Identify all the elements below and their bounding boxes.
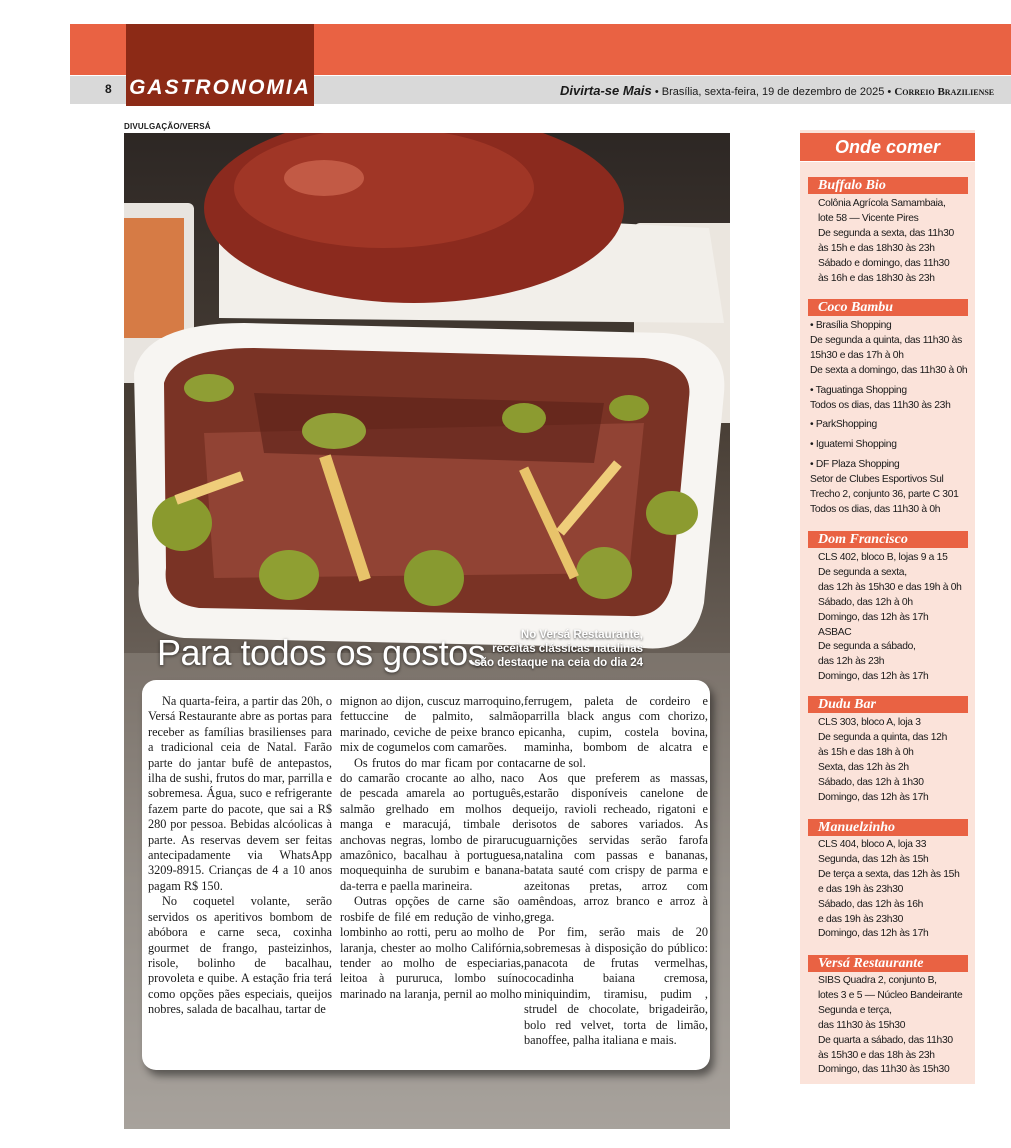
detail-line: SIBS Quadra 2, conjunto B,: [818, 975, 937, 986]
olive: [152, 495, 212, 551]
detail-line: e das 19h às 23h30: [818, 913, 904, 925]
restaurant-name: Versá Restaurante: [808, 955, 968, 972]
restaurant-details: [818, 551, 973, 685]
detail-line: • Taguatinga Shopping: [810, 384, 907, 396]
restaurant-name: Dom Francisco: [808, 531, 968, 548]
detail-line: Todos os dias, das 11h30 à 0h: [810, 503, 941, 515]
detail-line: e das 19h às 23h30: [818, 883, 904, 895]
paragraph: ferrugem, paleta de cordeiro e parrilla black angus com chorizo, picanha, cupim, costela bovina, maminha, bombom de alcatra e carne de sol.: [524, 694, 708, 770]
restaurant-name: Dudu Bar: [808, 696, 968, 713]
restaurant-name: Buffalo Bio: [808, 177, 968, 194]
detail-line: Domingo, das 12h às 17h: [818, 671, 929, 683]
separator-dot: •: [654, 86, 662, 98]
detail-line: De quarta a sábado, das 11h30: [818, 1034, 953, 1046]
detail-line: De segunda a sexta,: [818, 566, 907, 578]
paragraph: Por fim, serão mais de 20 sobremesas à disposição do público: panacota de frutas vermelhas, cocadinha baiana cremosa, miniquindim, tiramisu, pudim , strudel de chocolate, brigadeirão, bolo red velvet, torta de limão, banoffee, palha italiana e mais.: [524, 925, 708, 1047]
paragraph: Outras opções de carne são o rosbife de filé em redução de vinho, lombinho ao rotti, peru ao molho de laranja, chester ao molho Califórnia, tender ao molho de especiarias, leitoa à pururuca, lombo suíno marinado na laranja, pernil ao molho: [340, 894, 524, 1001]
restaurant-details: [818, 974, 973, 1078]
olive: [609, 395, 649, 421]
paragraph: Os frutos do mar ficam por conta do camarão crocante ao alho, naco de pescada amarela ao português, salmão grelhado em molhos de manga e maracujá, timbale de anchovas negras, lombo de pirarucu amazônico, bacalhau à portuguesa, moquequinha de surubim e banana-da-terra e paella marineira.: [340, 755, 524, 893]
detail-line: Trecho 2, conjunto 36, parte C 301: [810, 489, 959, 501]
date-text: Brasília, sexta-feira, 19 de dezembro de 2025: [661, 86, 885, 98]
detail-line: lotes 3 e 5 — Núcleo Bandeirante: [818, 989, 963, 1001]
restaurant-details: [810, 319, 968, 518]
detail-line: Todos os dias, das 11h30 às 23h: [810, 399, 951, 411]
detail-line: Setor de Clubes Esportivos Sul: [810, 474, 944, 486]
detail-line: às 16h e das 18h30 às 23h: [818, 272, 935, 284]
detail-line: Sábado, das 12h à 1h30: [818, 776, 924, 788]
detail-line: • DF Plaza Shopping: [810, 459, 900, 471]
detail-line: Domingo, das 12h às 17h: [818, 791, 929, 803]
paragraph: No coquetel volante, serão servidos os aperitivos bombom de abóbora e carne seca, coxinha gourmet de frango, pasteizinhos, risole, bolinho de bacalhau, provoleta e quibe. A estação fria terá como opções pães especiais, queijos nobres, salada de bacalhau, tartar de: [148, 894, 332, 1017]
detail-line: Domingo, das 11h30 às 15h30: [818, 1064, 950, 1076]
sidebar-title: Onde comer: [800, 133, 975, 162]
detail-line: Sábado, das 12h à 0h: [818, 596, 913, 608]
olive: [404, 550, 464, 606]
detail-line: CLS 402, bloco B, lojas 9 a 15: [818, 552, 948, 563]
paragraph: Na quarta-feira, a partir das 20h, o Versá Restaurante abre as portas para receber as famílias brasilienses para a tradicional ceia de Natal. Farão parte do jantar bufê de antepastos, ilha de sushi, frutos do mar, parrilla e sobremesa. Água, suco e refrigerante fazem parte do pacote, que sai a R$ 280 por pessoa. Bebidas alcóolicas à parte. As reservas devem ser feitas antecipadamente via WhatsApp 3209-8915. Crianças de 4 a 10 anos pagam R$ 150.: [148, 694, 332, 893]
paragraph: mignon ao dijon, cuscuz marroquino, fettuccine de palmito, salmão marinado, ceviche de peixe branco e mix de cogumelos com camarões.: [340, 694, 524, 755]
detail-line: Segunda e terça,: [818, 1004, 892, 1016]
detail-line: das 11h30 às 15h30: [818, 1019, 906, 1031]
roast-shine: [284, 160, 364, 196]
detail-line: Domingo, das 12h às 17h: [818, 611, 929, 623]
detail-line: • ParkShopping: [810, 419, 877, 431]
detail-line: • Iguatemi Shopping: [810, 439, 897, 451]
photo-caption: [468, 628, 643, 670]
olive: [302, 413, 366, 449]
detail-line: às 15h30 e das 18h às 23h: [818, 1049, 935, 1061]
detail-line: Domingo, das 12h às 17h: [818, 928, 929, 940]
detail-line: De segunda a sexta, das 11h30: [818, 227, 954, 239]
detail-line: Sexta, das 12h às 2h: [818, 761, 909, 773]
headline: Para todos os gostos: [157, 632, 486, 673]
detail-line: De segunda a quinta, das 11h30 às: [810, 334, 962, 346]
detail-line: Sábado e domingo, das 11h30: [818, 257, 950, 269]
article-column-1: [148, 694, 332, 1018]
article-column-2: [340, 694, 524, 1002]
detail-line: De sexta a domingo, das 11h30 à 0h: [810, 364, 968, 376]
detail-line: CLS 303, bloco A, loja 3: [818, 717, 921, 728]
detail-line: às 15h e das 18h30 às 23h: [818, 242, 935, 254]
caption-line: No Versá Restaurante,: [520, 629, 643, 641]
photo-credit: DIVULGAÇÃO/VERSÁ: [124, 122, 211, 131]
restaurant-name: Manuelzinho: [808, 819, 968, 836]
roast-highlight: [234, 133, 534, 248]
detail-line: • Brasília Shopping: [810, 320, 892, 331]
caption-line: receitas clássicas natalinas: [492, 643, 643, 655]
detail-line: às 15h e das 18h à 0h: [818, 746, 914, 758]
detail-line: Sábado, das 12h às 16h: [818, 898, 924, 910]
separator-dot: •: [887, 86, 895, 98]
section-name: GASTRONOMIA: [129, 76, 311, 99]
restaurant-details: [818, 838, 973, 942]
newspaper-name: Correio Braziliense: [894, 86, 995, 98]
olive: [184, 374, 234, 402]
restaurant-name: Coco Bambu: [808, 299, 968, 316]
olive: [576, 547, 632, 599]
dateline: [560, 83, 994, 98]
detail-line: das 12h às 23h: [818, 656, 885, 668]
masthead-grey-left: [70, 76, 126, 104]
olive: [502, 403, 546, 433]
detail-line: CLS 404, bloco A, loja 33: [818, 839, 927, 850]
paragraph: Aos que preferem as massas, estarão disponíveis canelone de queijo, ravioli recheado, rigatoni e risotos de sabores variados. As guarnições servidas serão farofa natalina com passas e bananas, batata sauté com crispy de parma e azeitonas pretas, arroz com amêndoas, arroz branco e arroz à grega.: [524, 771, 708, 924]
page-number: 8: [105, 82, 112, 96]
restaurant-details: [818, 197, 973, 286]
detail-line: ASBAC: [818, 626, 852, 638]
detail-line: Colônia Agrícola Samambaia,: [818, 198, 946, 209]
restaurant-details: [818, 716, 973, 805]
olive: [646, 491, 698, 535]
detail-line: De segunda a sábado,: [818, 641, 916, 653]
caption-line: são destaque na ceia do dia 24: [474, 657, 643, 669]
detail-line: De segunda a quinta, das 12h: [818, 731, 947, 743]
olive: [259, 550, 319, 600]
detail-line: 15h30 e das 17h à 0h: [810, 349, 904, 361]
supplement-name: Divirta-se Mais: [560, 83, 652, 98]
detail-line: das 12h às 15h30 e das 19h à 0h: [818, 581, 962, 593]
detail-line: Segunda, das 12h às 15h: [818, 853, 929, 865]
article-column-3: [524, 694, 708, 1048]
detail-line: De terça a sexta, das 12h às 15h: [818, 868, 960, 880]
left-tray-food: [124, 218, 184, 338]
detail-line: lote 58 — Vicente Pires: [818, 212, 919, 224]
